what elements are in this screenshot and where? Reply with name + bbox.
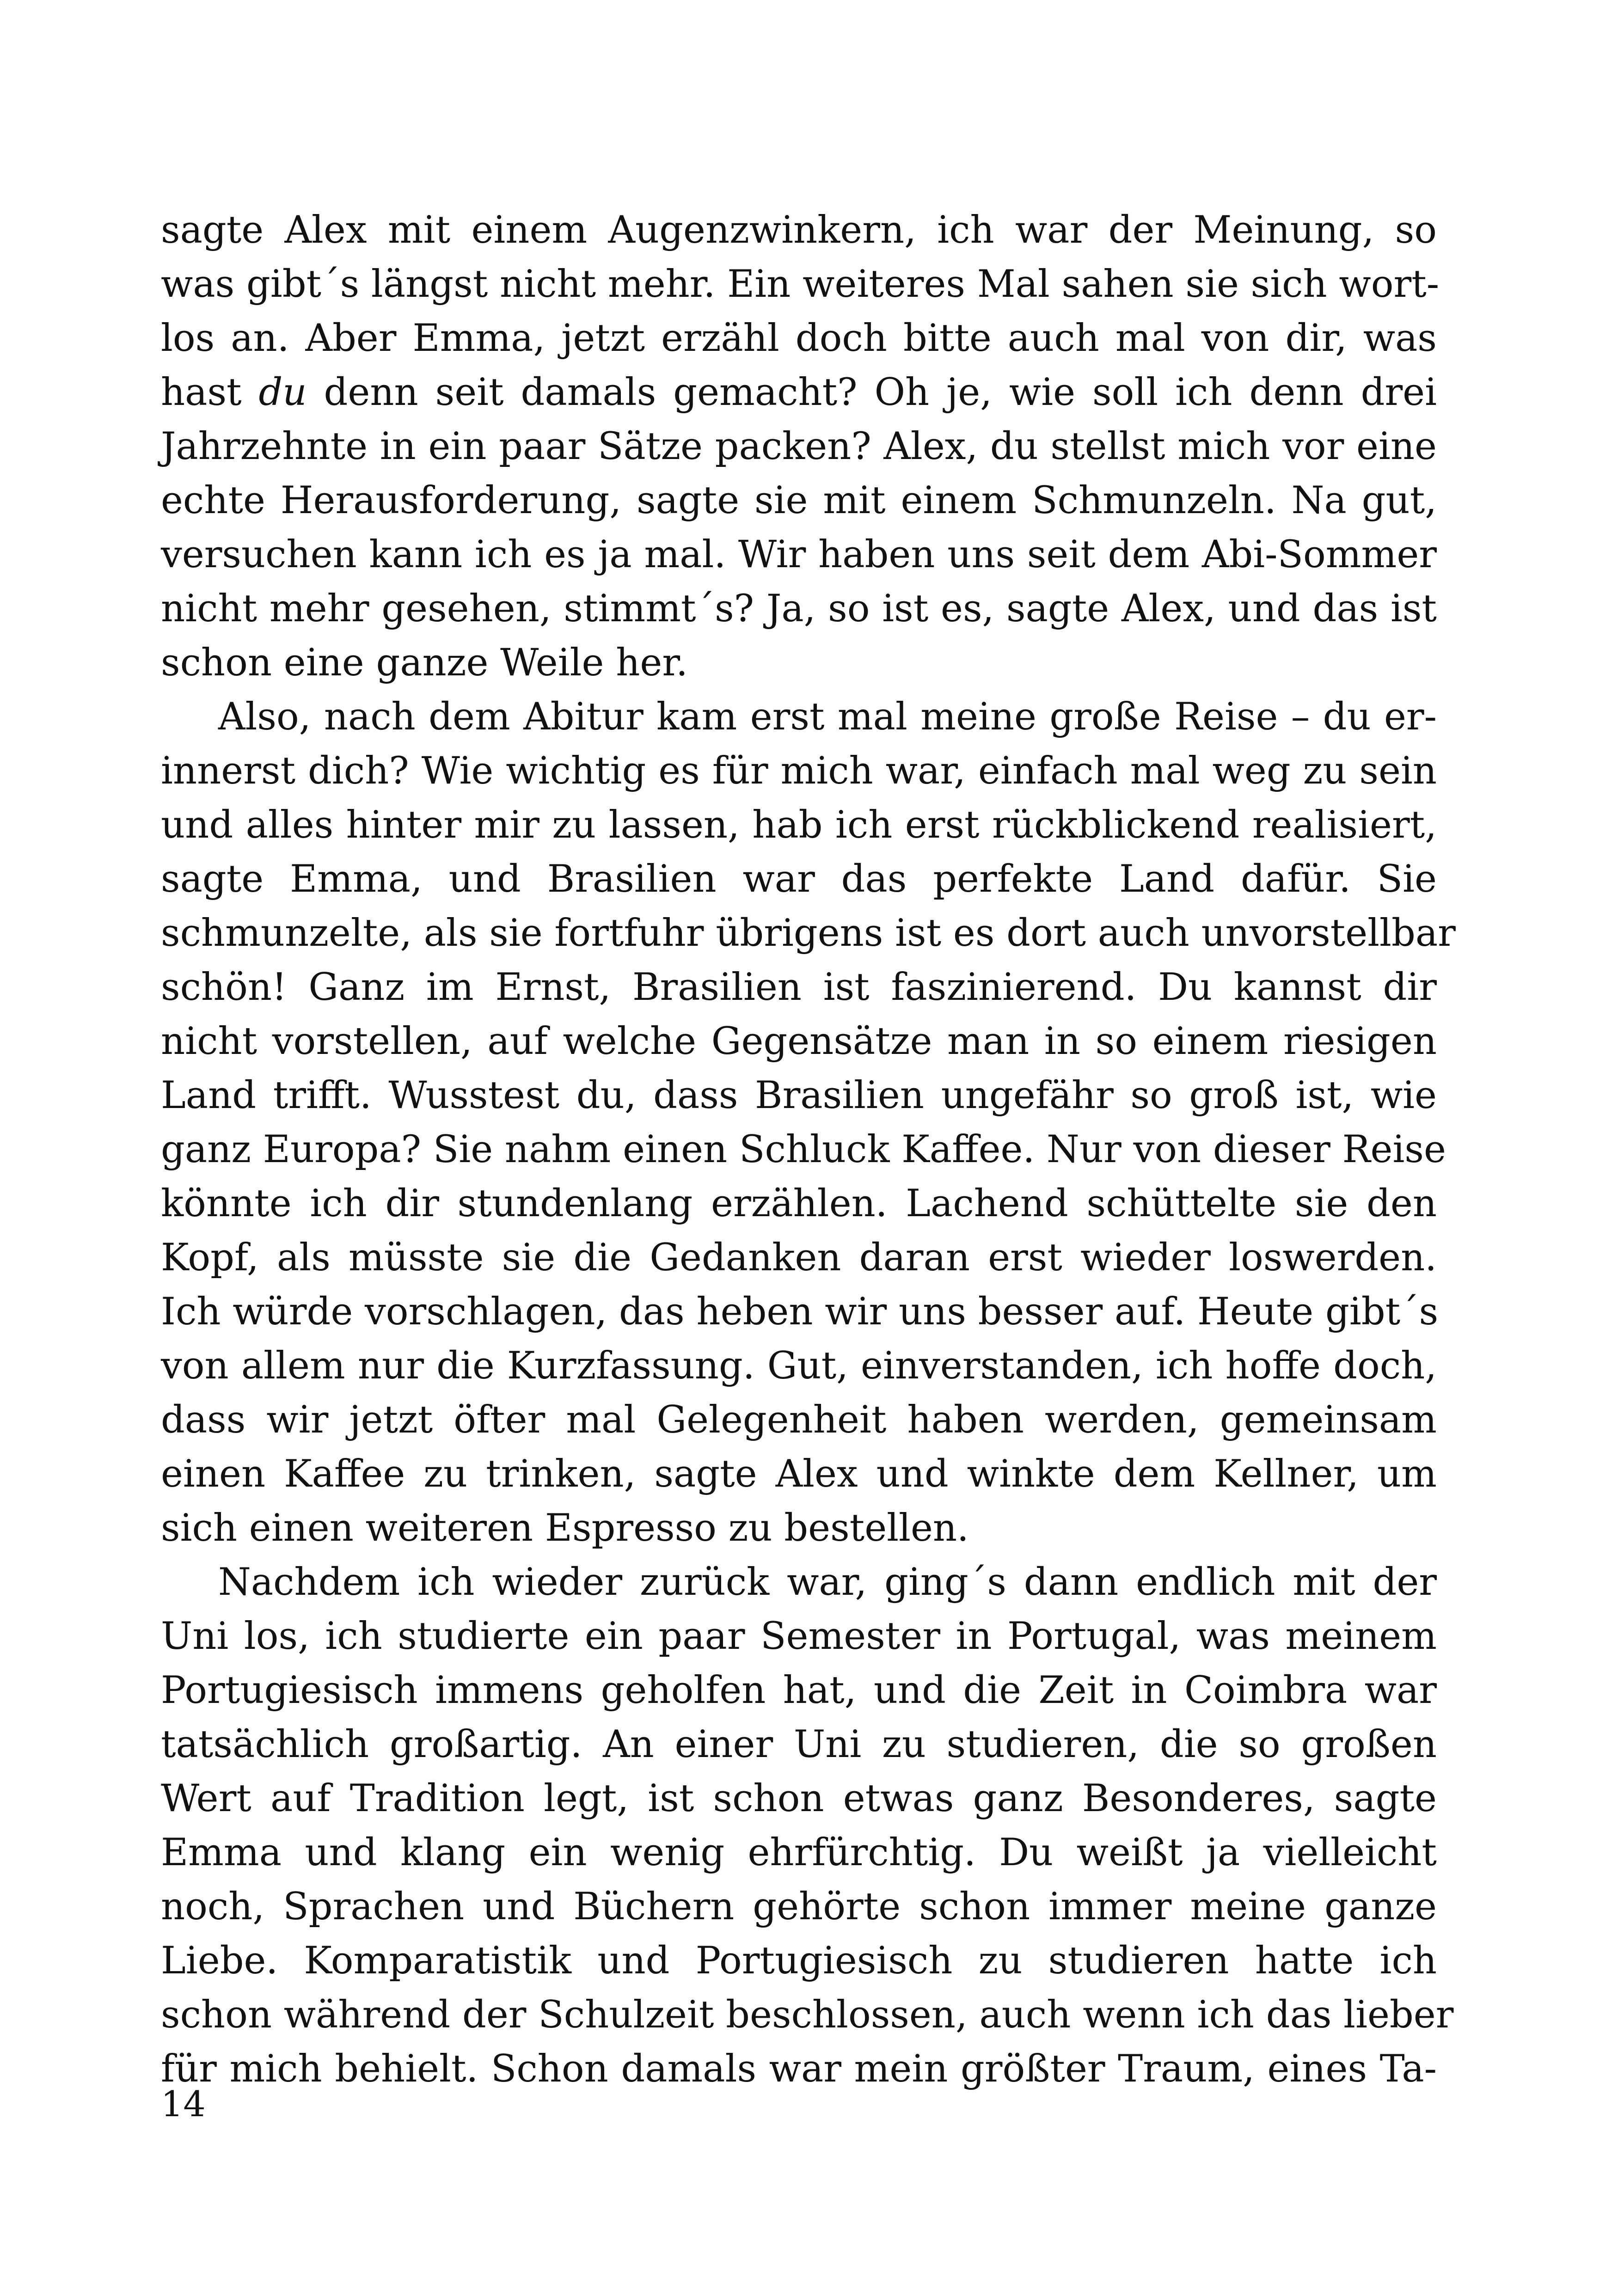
emphasized-word: du bbox=[258, 371, 307, 414]
text-line: was gibt´s längst nicht mehr. Ein weiteres Mal sahen sie sich wort- bbox=[161, 263, 1440, 306]
text-line: schon während der Schulzeit beschlossen, auch wenn ich das lieber bbox=[161, 1993, 1454, 2037]
text-line: Land trifft. Wusstest du, dass Brasilien ungefähr so groß ist, wie bbox=[161, 1074, 1437, 1117]
text-line: von allem nur die Kurzfassung. Gut, einverstanden, ich hoffe doch, bbox=[161, 1344, 1437, 1388]
text-line: nicht vorstellen, auf welche Gegensätze man in so einem riesigen bbox=[161, 1020, 1437, 1063]
text-line bbox=[161, 366, 1437, 420]
page-number: 14 bbox=[161, 2083, 206, 2125]
text-line: Liebe. Komparatistik und Portugiesisch zu studieren hatte ich bbox=[161, 1939, 1437, 1983]
text-line: echte Herausforderung, sagte sie mit einem Schmunzeln. Na gut, bbox=[161, 479, 1437, 522]
text-line: versuchen kann ich es ja mal. Wir haben uns seit dem Abi-Sommer bbox=[161, 533, 1437, 576]
text-line: für mich behielt. Schon damals war mein größter Traum, eines Ta- bbox=[161, 2047, 1437, 2091]
body-text bbox=[161, 203, 1456, 2096]
text-line: sagte Alex mit einem Augenzwinkern, ich war der Meinung, so bbox=[161, 208, 1437, 252]
text-line: tatsächlich großartig. An einer Uni zu studieren, die so großen bbox=[161, 1723, 1437, 1766]
text-line: Wert auf Tradition legt, ist schon etwas ganz Besonderes, sagte bbox=[161, 1777, 1437, 1820]
text-segment: hast bbox=[161, 371, 259, 414]
text-line: sich einen weiteren Espresso zu bestellen. bbox=[161, 1506, 969, 1550]
text-line: Kopf, als müsste sie die Gedanken daran erst wieder loswerden. bbox=[161, 1236, 1437, 1280]
text-line: schmunzelte, als sie fortfuhr übrigens ist es dort auch unvorstellbar bbox=[161, 912, 1456, 955]
text-line: Nachdem ich wieder zurück war, ging´s dann endlich mit der bbox=[218, 1561, 1437, 1604]
text-line: Jahrzehnte in ein paar Sätze packen? Alex, du stellst mich vor eine bbox=[161, 425, 1437, 468]
text-line: los an. Aber Emma, jetzt erzähl doch bitte auch mal von dir, was bbox=[161, 317, 1437, 360]
text-line: Emma und klang ein wenig ehrfürchtig. Du weißt ja vielleicht bbox=[161, 1831, 1437, 1874]
text-line: dass wir jetzt öfter mal Gelegenheit haben werden, gemeinsam bbox=[161, 1398, 1437, 1442]
text-line: nicht mehr gesehen, stimmt´s? Ja, so ist es, sagte Alex, und das ist bbox=[161, 587, 1437, 631]
text-line: Also, nach dem Abitur kam erst mal meine große Reise – du er- bbox=[218, 695, 1437, 739]
text-line: könnte ich dir stundenlang erzählen. Lachend schüttelte sie den bbox=[161, 1182, 1437, 1225]
text-line: Ich würde vorschlagen, das heben wir uns besser auf. Heute gibt´s bbox=[161, 1290, 1439, 1334]
text-line: und alles hinter mir zu lassen, hab ich erst rückblickend realisiert, bbox=[161, 803, 1437, 847]
text-line: schön! Ganz im Ernst, Brasilien ist faszinierend. Du kannst dir bbox=[161, 966, 1437, 1009]
text-line: Uni los, ich studierte ein paar Semester in Portugal, was meinem bbox=[161, 1615, 1437, 1658]
text-line: innerst dich? Wie wichtig es für mich war, einfach mal weg zu sein bbox=[161, 749, 1437, 793]
text-line: ganz Europa? Sie nahm einen Schluck Kaffee. Nur von dieser Reise bbox=[161, 1128, 1446, 1171]
text-line: schon eine ganze Weile her. bbox=[161, 641, 688, 685]
text-line: Portugiesisch immens geholfen hat, und die Zeit in Coimbra war bbox=[161, 1669, 1437, 1712]
text-line: sagte Emma, und Brasilien war das perfekte Land dafür. Sie bbox=[161, 857, 1437, 901]
text-segment: denn seit damals gemacht? Oh je, wie soll ich denn drei bbox=[306, 371, 1437, 414]
text-line: noch, Sprachen und Büchern gehörte schon immer meine ganze bbox=[161, 1885, 1437, 1929]
text-line: einen Kaffee zu trinken, sagte Alex und winkte dem Kellner, um bbox=[161, 1452, 1437, 1496]
